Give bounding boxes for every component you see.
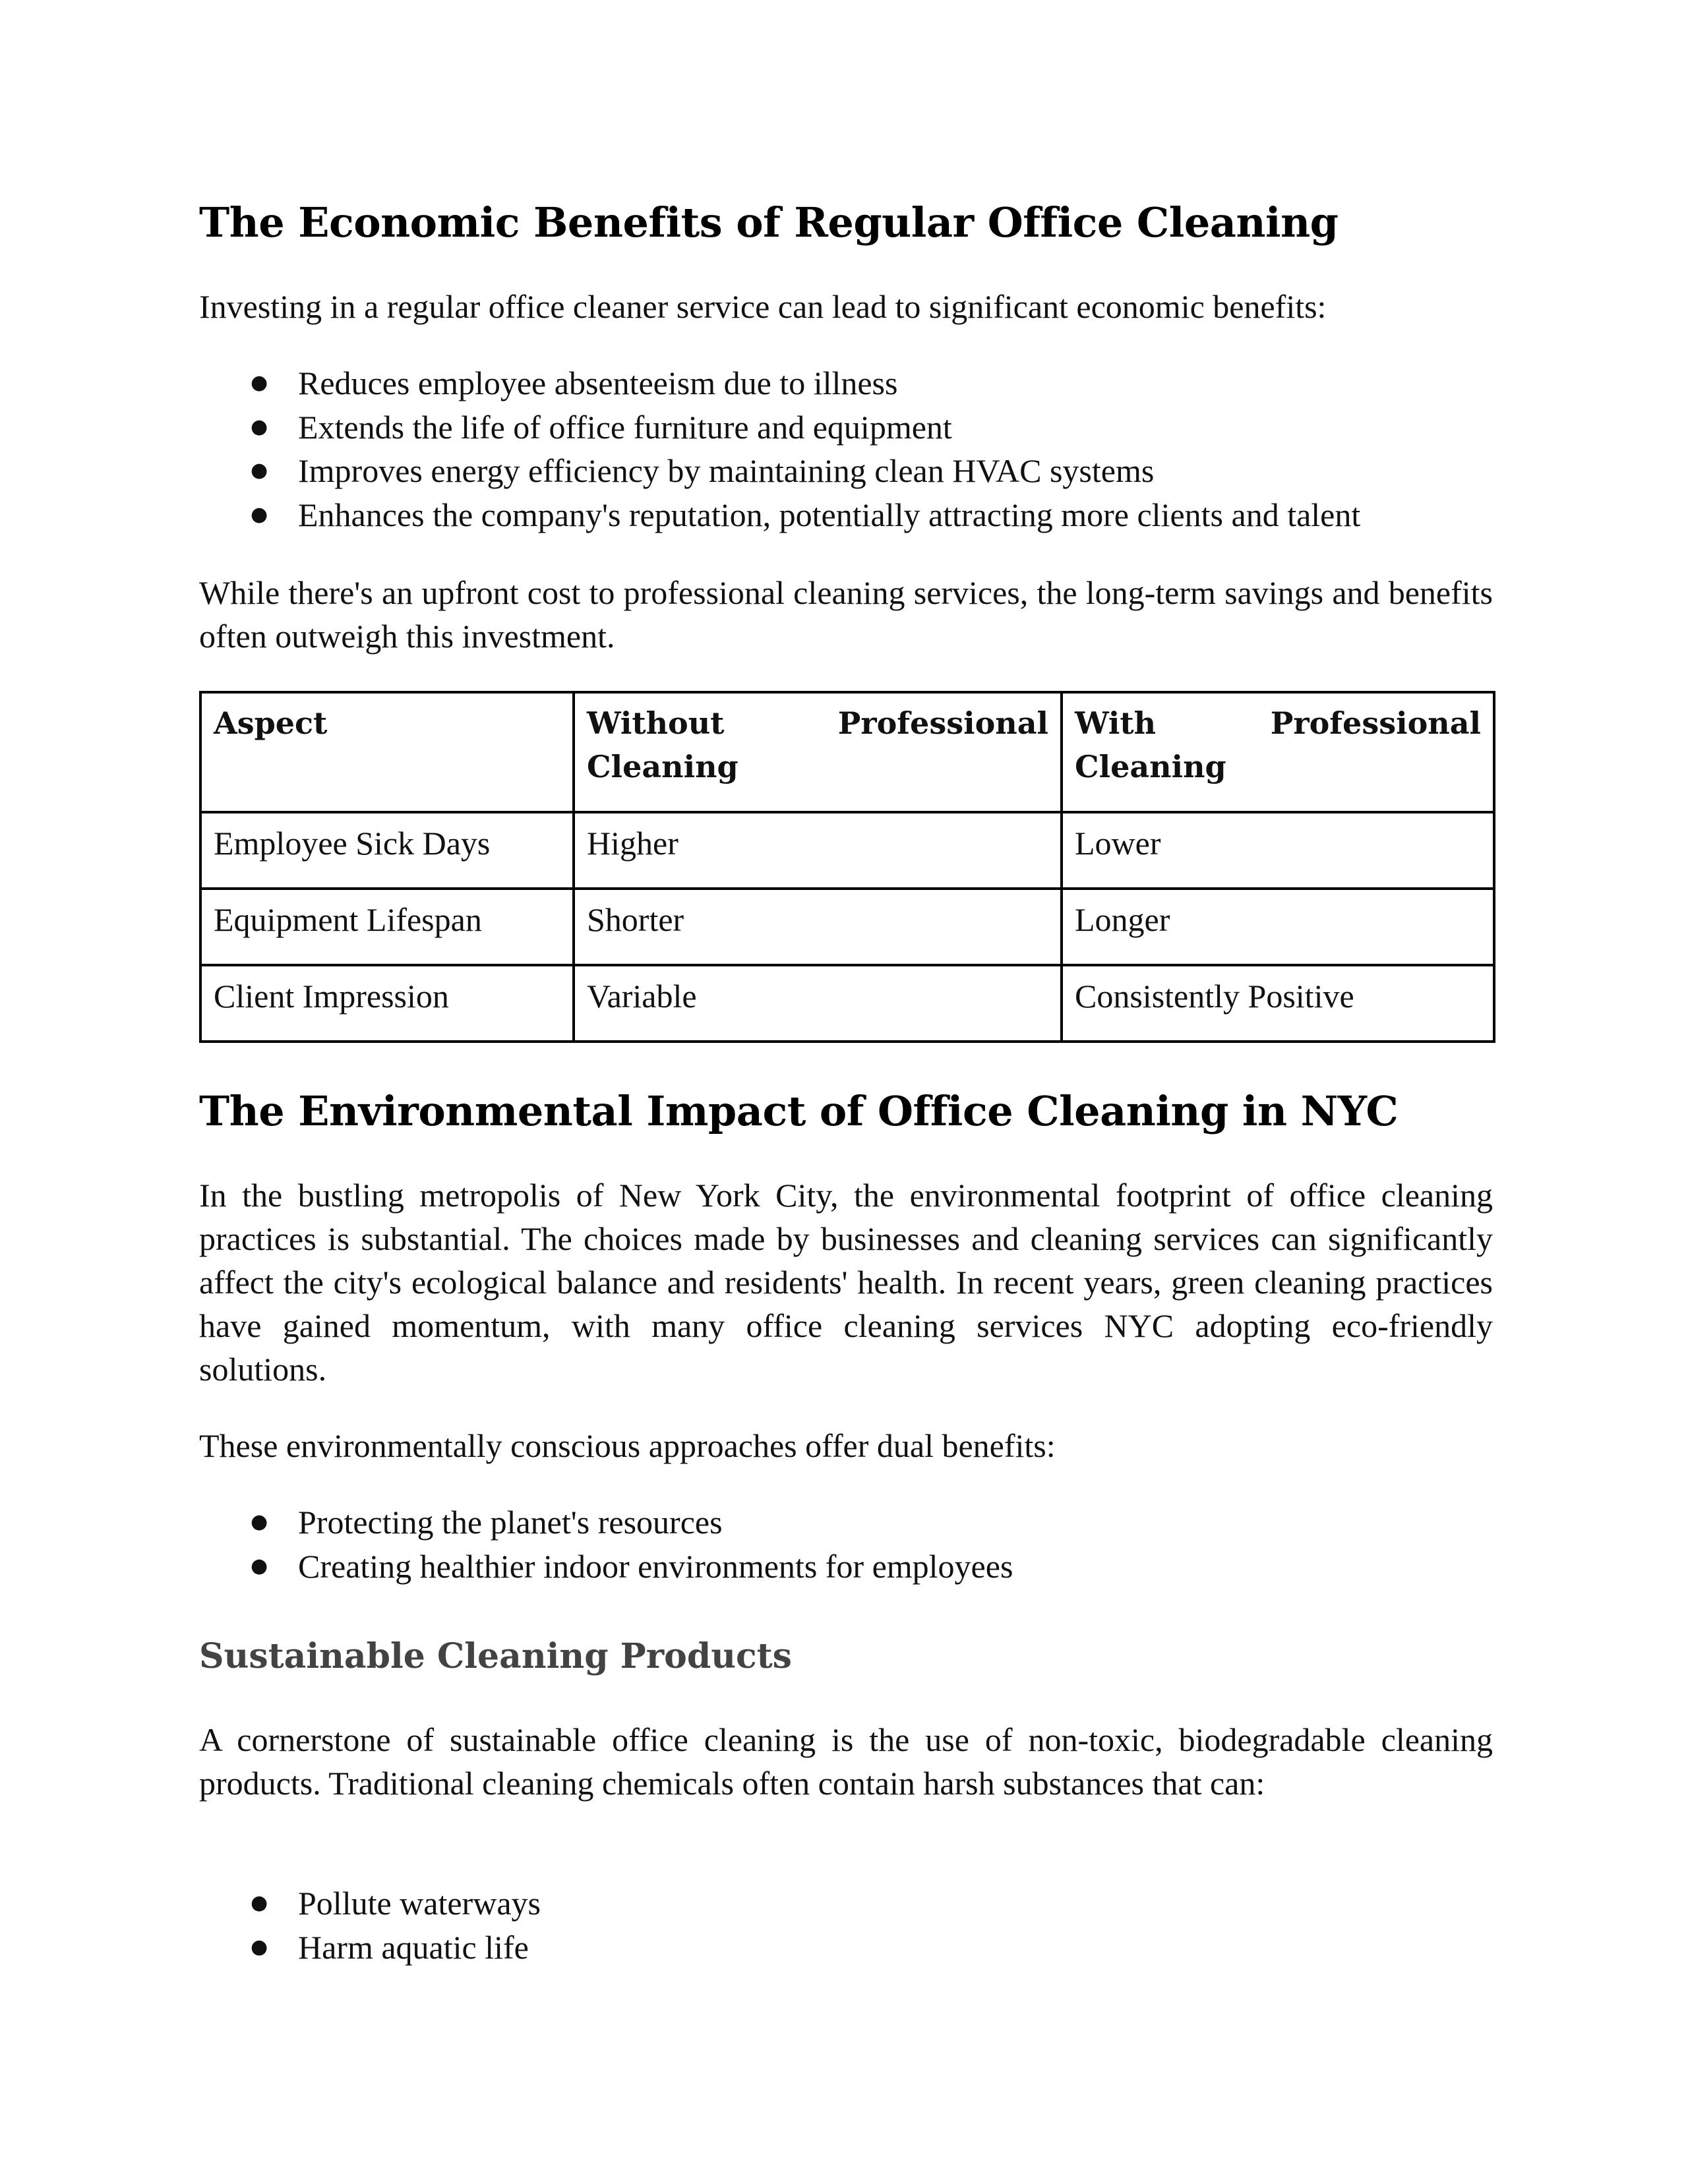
chemical-harms-list [199,1881,1493,1969]
economic-benefits-list [199,361,1493,537]
table-row [200,965,1494,1042]
table-row [200,812,1494,889]
table-cell: Variable [574,965,1062,1042]
table-cell: Client Impression [200,965,574,1042]
comparison-table [199,691,1495,1043]
bullet-icon: ● [251,459,268,482]
bullet-icon: ● [251,502,268,526]
list-item: ● Harm aquatic life [199,1926,1493,1970]
bullet-icon: ● [251,1554,268,1578]
table-cell: Equipment Lifespan [200,889,574,965]
bullet-icon: ● [251,371,268,394]
environmental-benefits-list [199,1500,1493,1588]
table-header-cell: With Professional Cleaning [1062,692,1494,812]
environmental-intro-paragraph: These environmentally conscious approaches offer dual benefits: [199,1427,1056,1464]
bullet-icon: ● [251,1891,268,1914]
table-cell: Consistently Positive [1062,965,1494,1042]
table-cell: Shorter [574,889,1062,965]
table-header-cell: Aspect [200,692,574,812]
sustainable-products-heading: Sustainable Cleaning Products [199,1636,792,1676]
table-header-cell: Without Professional Cleaning [574,692,1062,812]
table-cell: Lower [1062,812,1494,889]
table-cell: Employee Sick Days [200,812,574,889]
environmental-paragraph: In the bustling metropolis of New York City, the environmental footprint of office cleaning practices is substantial. The choices made by businesses and cleaning services can significantly affect the city's ecological balance and residents' health. In recent years, green cleaning practices have gained momentum, with many office cleaning services NYC adopting eco-friendly solutions. [199,1177,1493,1388]
table-cell: Longer [1062,889,1494,965]
environmental-impact-heading: The Environmental Impact of Office Cleaning in NYC [199,1087,1399,1135]
list-item: ● Creating healthier indoor environments for employees [199,1545,1493,1589]
list-item: ● Reduces employee absenteeism due to illness [199,361,1493,405]
table-row [200,889,1494,965]
economic-intro-paragraph: Investing in a regular office cleaner service can lead to significant economic benefits: [199,288,1327,325]
bullet-icon: ● [251,1510,268,1533]
table-header-row [200,692,1494,812]
bullet-icon: ● [251,1935,268,1959]
sustainable-products-paragraph: A cornerstone of sustainable office cleaning is the use of non-toxic, biodegradable cleaning products. Traditional cleaning chemicals often contain harsh substances that can: [199,1721,1493,1802]
list-item: ● Enhances the company's reputation, potentially attracting more clients and talent [199,493,1493,537]
list-item: ● Improves energy efficiency by maintaining clean HVAC systems [199,449,1493,493]
economic-closing-paragraph: While there's an upfront cost to professional cleaning services, the long-term savings and benefits often outweigh this investment. [199,574,1493,655]
table-cell: Higher [574,812,1062,889]
list-item: ● Protecting the planet's resources [199,1500,1493,1545]
list-item: ● Extends the life of office furniture and equipment [199,405,1493,450]
list-item: ● Pollute waterways [199,1881,1493,1926]
bullet-icon: ● [251,415,268,438]
economic-benefits-heading: The Economic Benefits of Regular Office Cleaning [199,198,1339,247]
